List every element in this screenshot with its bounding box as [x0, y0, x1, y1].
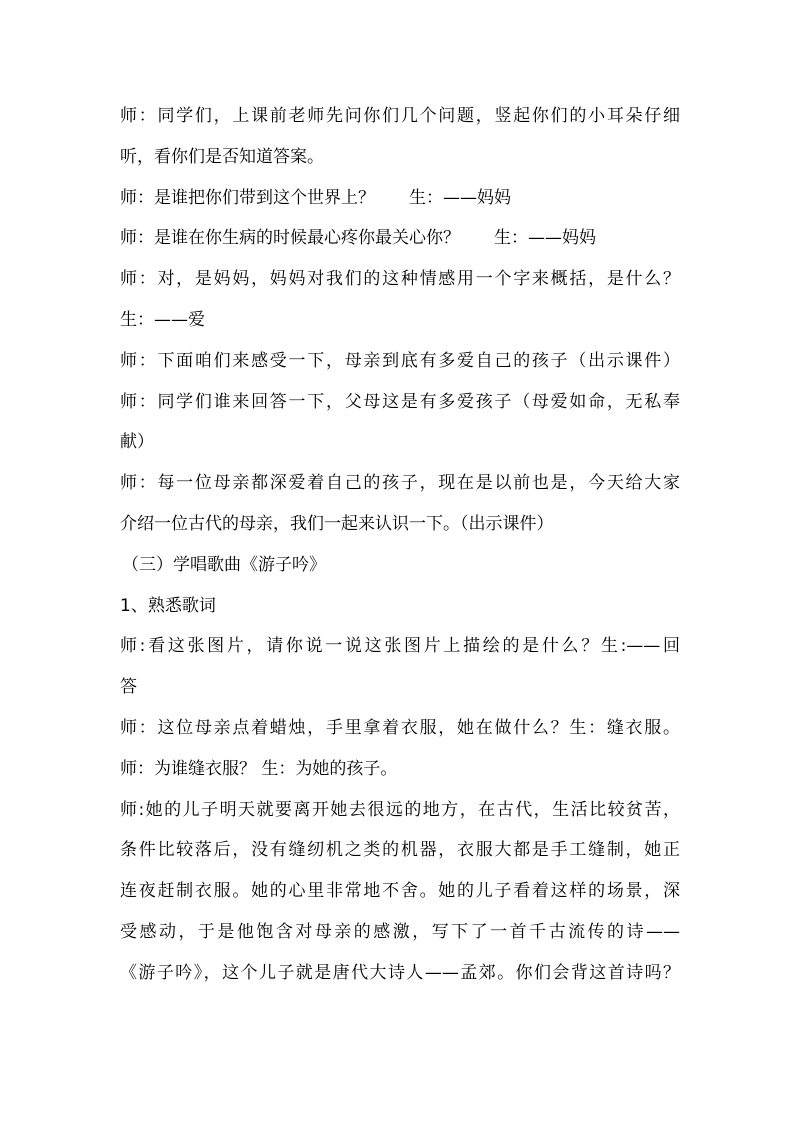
text-line-10: 师：每一位母亲都深爱着自己的孩子，现在是以前也是，今天给大家 — [120, 473, 680, 494]
text-line-20: 连夜赶制衣服。她的心里非常地不舍。她的儿子看着这样的场景，深 — [120, 881, 680, 902]
subsection-heading: 1、熟悉歌词 — [120, 595, 216, 616]
text-line-4: 师：是谁在你生病的时候最心疼你最关心你？ 生：——妈妈 — [120, 228, 596, 249]
text-line-9: 献） — [120, 432, 154, 453]
text-line-6: 生：——爱 — [120, 309, 205, 330]
text-line-15: 答 — [120, 677, 137, 698]
document-body — [120, 96, 680, 994]
text-line-1: 师：同学们，上课前老师先问你们几个问题，竖起你们的小耳朵仔细 — [120, 106, 680, 126]
text-line-2: 听，看你们是否知道答案。 — [120, 146, 324, 167]
section-heading: （三）学唱歌曲《游子吟》 — [122, 554, 326, 575]
text-line-14: 师:看这张图片，请你说一说这张图片上描绘的是什么？生:——回 — [120, 636, 680, 657]
text-line-7: 师：下面咱们来感受一下，母亲到底有多爱自己的孩子（出示课件） — [120, 350, 680, 371]
text-line-11: 介绍一位古代的母亲，我们一起来认识一下。（出示课件） — [120, 513, 554, 534]
text-line-22: 《游子吟》，这个儿子就是唐代大诗人——孟郊。你们会背这首诗吗？ — [120, 962, 680, 983]
text-line-8: 师：同学们谁来回答一下，父母这是有多爱孩子（母爱如命，无私奉 — [120, 391, 680, 412]
text-line-21: 受感动，于是他饱含对母亲的感激，写下了一首千古流传的诗—— — [120, 921, 680, 942]
text-line-3: 师：是谁把你们带到这个世界上？ 生：——妈妈 — [120, 187, 511, 208]
text-line-18: 师:她的儿子明天就要离开她去很远的地方，在古代，生活比较贫苦， — [120, 799, 680, 820]
text-line-19: 条件比较落后，没有缝纫机之类的机器，衣服大都是手工缝制，她正 — [120, 840, 680, 861]
text-line-5: 师：对，是妈妈，妈妈对我们的这种情感用一个字来概括，是什么？ — [120, 269, 680, 290]
text-line-16: 师：这位母亲点着蜡烛，手里拿着衣服，她在做什么？生：缝衣服。 — [120, 717, 680, 738]
text-line-17: 师：为谁缝衣服？ 生：为她的孩子。 — [120, 758, 398, 779]
